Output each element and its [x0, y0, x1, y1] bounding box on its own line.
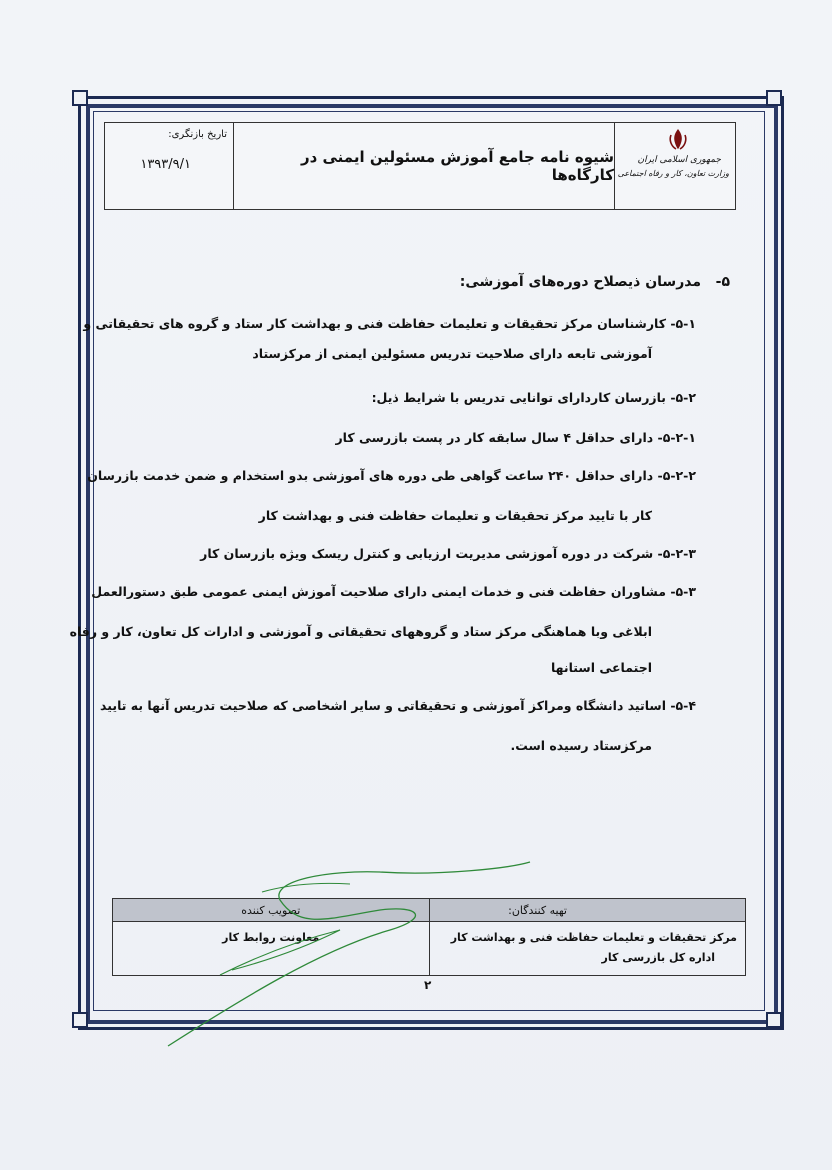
approved-by-label: تصویب کننده	[113, 899, 429, 922]
prepared-by-body	[430, 922, 746, 975]
paragraph-line: ابلاغی وبا هماهنگی مرکز ستاد و گروههای تحقیقاتی و آموزشی و ادارات کل تعاون، کار و رفاه	[69, 624, 652, 639]
frame-corner	[766, 1012, 782, 1028]
prepared-by-line: مرکز تحقیقات و تعلیمات حفاظت فنی و بهداشت کار	[450, 931, 737, 944]
approved-by-column	[113, 899, 430, 975]
prepared-by-label: تهیه کنندگان:	[430, 899, 746, 922]
section-heading-text: مدرسان ذیصلاح دوره‌های آموزشی:	[459, 274, 702, 290]
paragraph-line: ۵-۴- اساتید دانشگاه ومراکز آموزشی و تحقیقاتی و سایر اشخاصی که صلاحیت تدریس آنها به تایید	[100, 698, 696, 713]
approved-by-value: معاونت روابط کار	[222, 931, 320, 944]
frame-corner	[766, 90, 782, 106]
paragraph-line: اجتماعی استانها	[550, 660, 652, 675]
revision-date-value: ۱۳۹۳/۹/۱	[140, 157, 191, 172]
paragraph-line: ۵-۱- کارشناسان مرکز تحقیقات و تعلیمات حفاظت فنی و بهداشت کار ستاد و گروه های تحقیقاتی و	[83, 316, 696, 331]
prepared-by-line: اداره کل بازرسی کار	[601, 951, 715, 964]
logo-text-ministry: وزارت تعاون، کار و رفاه اجتماعی	[617, 169, 729, 178]
page-border-thin	[93, 111, 765, 1011]
frame-corner	[72, 90, 88, 106]
section-number: ۵-	[715, 274, 730, 290]
ministry-logo	[615, 123, 735, 209]
paragraph-line: ۵-۲-۱- دارای حداقل ۴ سال سابقه کار در پست بازرسی کار	[335, 430, 696, 445]
paragraph-line: کار با تایید مرکز تحقیقات و تعلیمات حفاظت فنی و بهداشت کار	[258, 508, 652, 523]
paragraph-line: مرکزستاد رسیده است.	[510, 738, 652, 753]
iran-emblem-icon	[667, 127, 689, 151]
paragraph-line: ۵-۳- مشاوران حفاظت فنی و خدمات ایمنی دارای صلاحیت آموزش ایمنی عمومی طبق دستورالعمل	[91, 584, 696, 599]
paragraph-line: آموزشی تابعه دارای صلاحیت تدریس مسئولین ایمنی از مرکزستاد	[252, 346, 652, 361]
paragraph-line: ۵-۲-۳- شرکت در دوره آموزشی مدیریت ارزیابی و کنترل ریسک ویژه بازرسان کار	[200, 546, 696, 561]
revision-date-cell	[105, 123, 234, 209]
paragraph-line: ۵-۲- بازرسان کاردارای توانایی تدریس با شرایط ذیل:	[371, 390, 696, 405]
logo-text-country: جمهوری اسلامی ایران	[637, 155, 721, 165]
signature-table	[112, 898, 746, 976]
revision-date-label: تاریخ بازنگری:	[168, 129, 227, 140]
page-number: ۲	[424, 978, 432, 992]
paragraph-line: ۵-۲-۲- دارای حداقل ۲۴۰ ساعت گواهی طی دوره های آموزشی بدو استخدام و ضمن خدمت بازرسان	[87, 468, 696, 483]
document-header	[104, 122, 736, 210]
prepared-by-column	[430, 899, 746, 975]
section-heading	[460, 274, 730, 290]
document-title: شیوه نامه جامع آموزش مسئولین ایمنی در کارگاه‌ها	[234, 123, 615, 209]
frame-corner	[72, 1012, 88, 1028]
